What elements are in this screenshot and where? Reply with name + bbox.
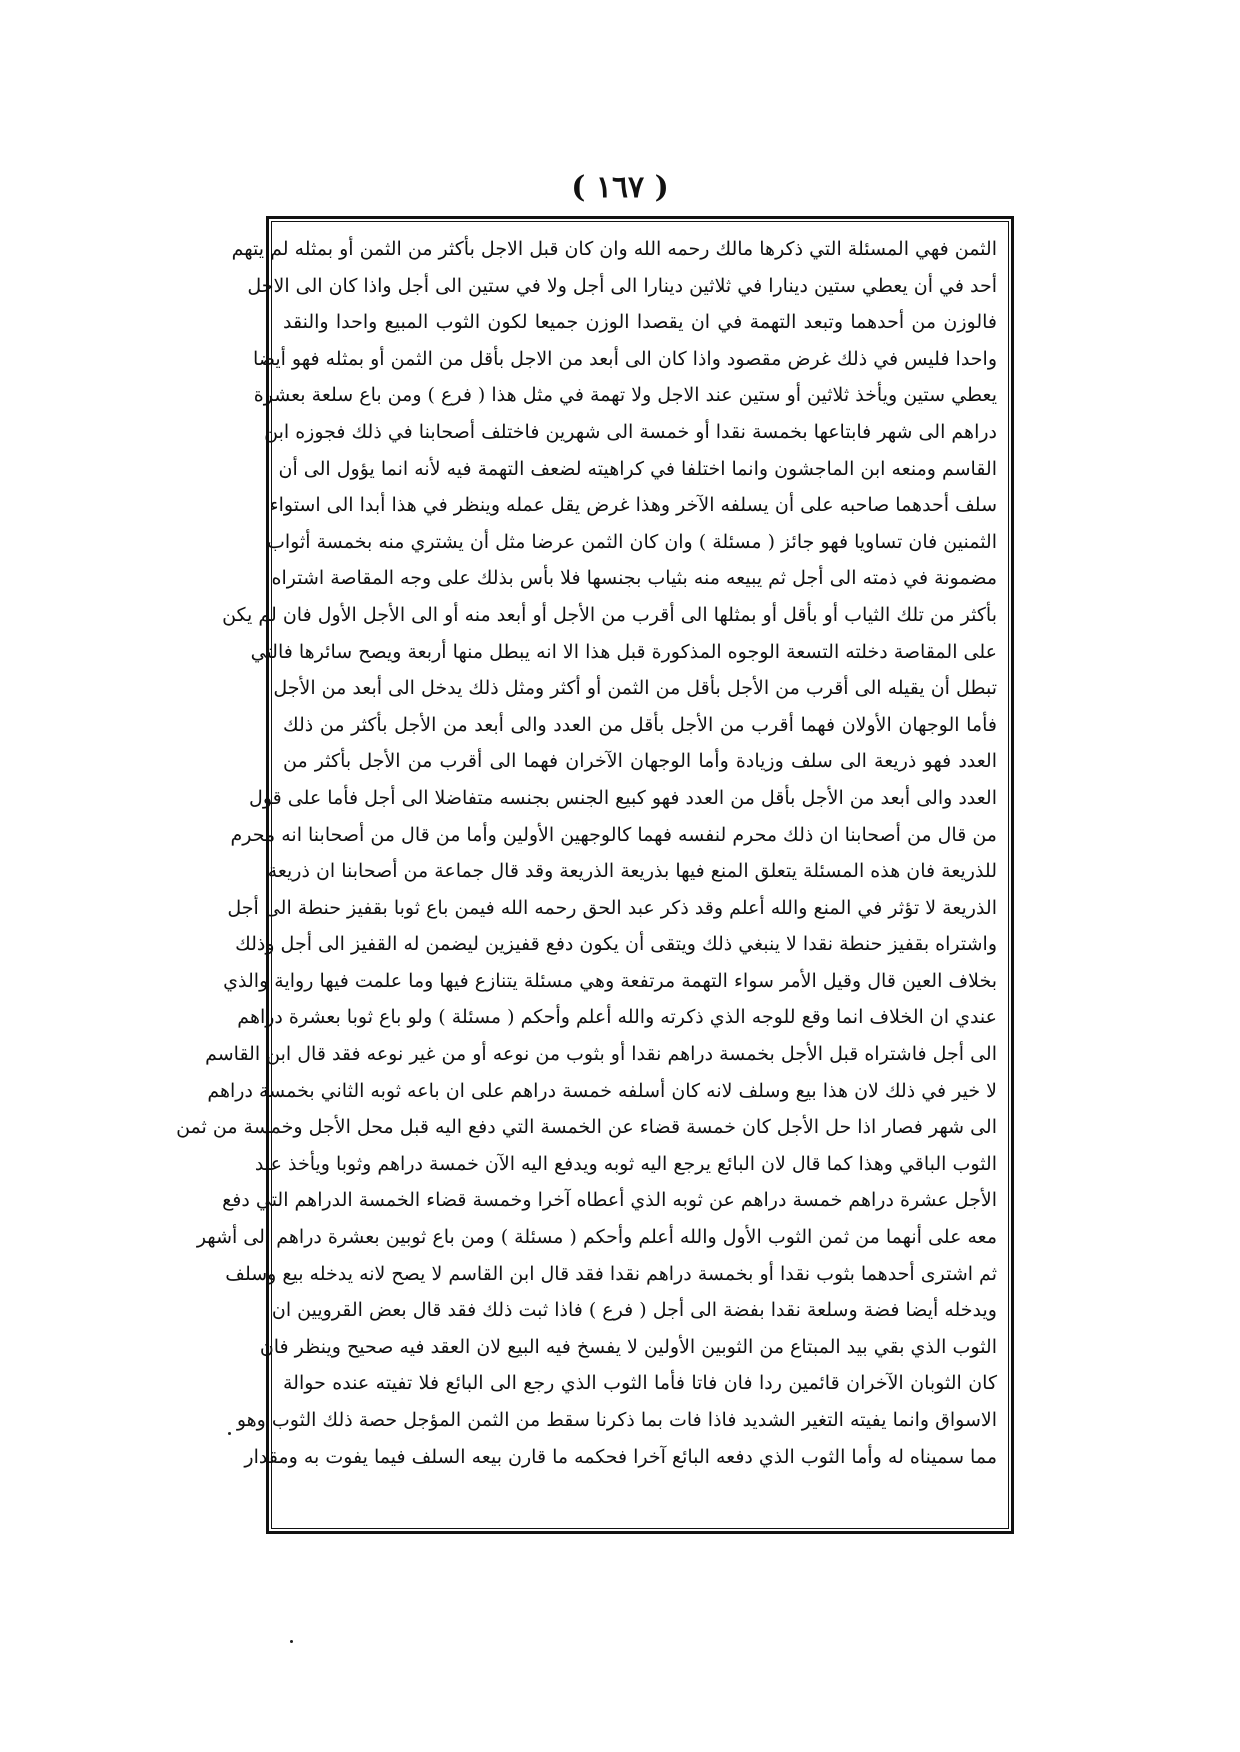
text-line: أحد في أن يعطي ستين دينارا في ثلاثين دينارا الى أجل ولا في ستين الى أجل واذا كان الى الاجل xyxy=(247,274,997,297)
text-line: الثمن فهي المسئلة التي ذكرها مالك رحمه الله وان كان قبل الاجل بأكثر من الثمن أو بمثله لم يتهم xyxy=(231,238,997,260)
text-line: واحدا فليس في ذلك غرض مقصود واذا كان الى أبعد من الاجل بأقل من الثمن أو بمثله فهو أيضا xyxy=(253,347,997,370)
text-line: مضمونة في ذمته الى أجل ثم يبيعه منه بثياب بجنسها فلا بأس بذلك على وجه المقاصة اشتراه xyxy=(271,567,997,590)
text-line: الذريعة لا تؤثر في المنع والله أعلم وقد ذكر عبد الحق رحمه الله فيمن باع ثوبا بقفيز حنطة الى أجل xyxy=(227,896,997,919)
text-line: مما سميناه له وأما الثوب الذي دفعه البائع آخرا فحكمه ما قارن بيعه السلف فيما يفوت به ومقدار xyxy=(244,1445,997,1468)
text-line: على المقاصة دخلته التسعة الوجوه المذكورة قبل هذا الا انه يبطل منها أربعة ويصح سائرها فالتي xyxy=(250,640,997,663)
text-line: الثوب الذي بقي بيد المبتاع من الثوبين الأولين لا يفسخ فيه البيع لان العقد فيه صحيح وينظر فان xyxy=(259,1335,997,1358)
text-line: ويدخله أيضا فضة وسلعة نقدا بفضة الى أجل ( فرع ) فاذا ثبت ذلك فقد قال بعض القرويين ان xyxy=(271,1299,997,1322)
text-line: يعطي ستين ويأخذ ثلاثين أو ستين عند الاجل ولا تهمة في مثل هذا ( فرع ) ومن باع سلعة بعشرة xyxy=(253,384,997,407)
text-line: الثمنين فان تساويا فهو جائز ( مسئلة ) وان كان الثمن عرضا مثل أن يشتري منه بخمسة أثواب xyxy=(267,530,997,553)
text-line: بخلاف العين قال وقيل الأمر سواء التهمة مرتفعة وهي مسئلة يتنازع فيها وما علمت فيها رواية والذي xyxy=(223,969,997,992)
text-line: فأما الوجهان الأولان فهما أقرب من الأجل بأقل من العدد والى أبعد من الأجل بأكثر من ذلك xyxy=(283,713,997,736)
text-line: دراهم الى شهر فابتاعها بخمسة نقدا أو خمسة الى شهرين فاختلف أصحابنا في ذلك فجوزه ابن xyxy=(264,420,997,443)
stray-mark xyxy=(228,1432,231,1435)
text-line: ثم اشترى أحدهما بثوب نقدا أو بخمسة دراهم نقدا فقد قال ابن القاسم لا يصح لانه يدخله بيع وسلف xyxy=(225,1262,997,1285)
text-line: الثوب الباقي وهذا كما قال لان البائع يرجع اليه ثوبه ويدفع اليه الآن خمسة دراهم وثوبا ويأخذ عند xyxy=(254,1152,997,1175)
page-number: ( ١٦٧ ) xyxy=(571,170,669,205)
text-line: تبطل أن يقيله الى أقرب من الأجل بأقل من الثمن أو أكثر ومثل ذلك يدخل الى أبعد من الأجل xyxy=(273,677,997,700)
text-line: لا خير في ذلك لان هذا بيع وسلف لانه كان أسلفه خمسة دراهم على ان باعه ثوبه الثاني بخمسة دراهم xyxy=(207,1079,997,1102)
text-line: الى أجل فاشتراه قبل الأجل بخمسة دراهم نقدا أو بثوب من نوعه أو من غير نوعه فقد قال ابن القاسم xyxy=(205,1043,997,1066)
text-line: بأكثر من تلك الثياب أو بأقل أو بمثلها الى أقرب من الأجل أو أبعد منه أو الى الأجل الأول فان لم يكن xyxy=(222,603,997,626)
text-line: الاسواق وانما يفيته التغير الشديد فاذا فات بما ذكرنا سقط من الثمن المؤجل حصة ذلك الثوب وهو xyxy=(236,1409,997,1431)
stray-mark xyxy=(290,1640,293,1643)
text-line: الى شهر فصار اذا حل الأجل كان خمسة قضاء عن الخمسة التي دفع اليه قبل محل الأجل وخمسة من ثمن xyxy=(176,1116,997,1139)
text-body xyxy=(176,231,997,1521)
text-line: العدد والى أبعد من الأجل بأقل من العدد فهو كبيع الجنس بجنسه متفاضلا الى أجل فأما على قول xyxy=(249,786,997,809)
text-frame xyxy=(176,216,1014,1534)
text-line: الأجل عشرة دراهم خمسة دراهم عن ثوبه الذي أعطاه آخرا وخمسة قضاء الخمسة الدراهم التي دفع xyxy=(222,1189,997,1212)
text-line: العدد فهو ذريعة الى سلف وزيادة وأما الوجهان الآخران فهما الى أقرب من الأجل بأكثر من xyxy=(283,750,997,773)
text-line: القاسم ومنعه ابن الماجشون وانما اختلفا في كراهيته لضعف التهمة فيه لأنه انما يؤول الى أن xyxy=(278,457,997,480)
text-line: فالوزن من أحدهما وتبعد التهمة في ان يقصدا الوزن جميعا لكون الثوب المبيع واحدا والنقد xyxy=(283,311,997,334)
text-line: معه على أنهما من ثمن الثوب الأول والله أعلم وأحكم ( مسئلة ) ومن باع ثوبين بعشرة دراهم الى أشهر xyxy=(196,1226,997,1249)
text-line: عندي ان الخلاف انما وقع للوجه الذي ذكرته والله أعلم وأحكم ( مسئلة ) ولو باع ثوبا بعشرة دراهم xyxy=(237,1006,997,1029)
text-line: واشتراه بقفيز حنطة نقدا لا ينبغي ذلك ويتقى أن يكون دفع قفيزين ليضمن له القفيز الى أجل وذلك xyxy=(235,933,997,956)
text-line: كان الثوبان الآخران قائمين ردا فان فاتا فأما الثوب الذي رجع الى البائع فلا تفيته عنده حوالة xyxy=(283,1372,997,1395)
text-line: من قال من أصحابنا ان ذلك محرم لنفسه فهما كالوجهين الأولين وأما من قال من أصحابنا انه محرم xyxy=(230,823,997,846)
text-line: سلف أحدهما صاحبه على أن يسلفه الآخر وهذا غرض يقل عمله وينظر في هذا أبدا الى استواء xyxy=(269,494,997,517)
text-line: للذريعة فان هذه المسئلة يتعلق المنع فيها بذريعة الذريعة وقد قال جماعة من أصحابنا ان ذريعة xyxy=(267,860,997,883)
